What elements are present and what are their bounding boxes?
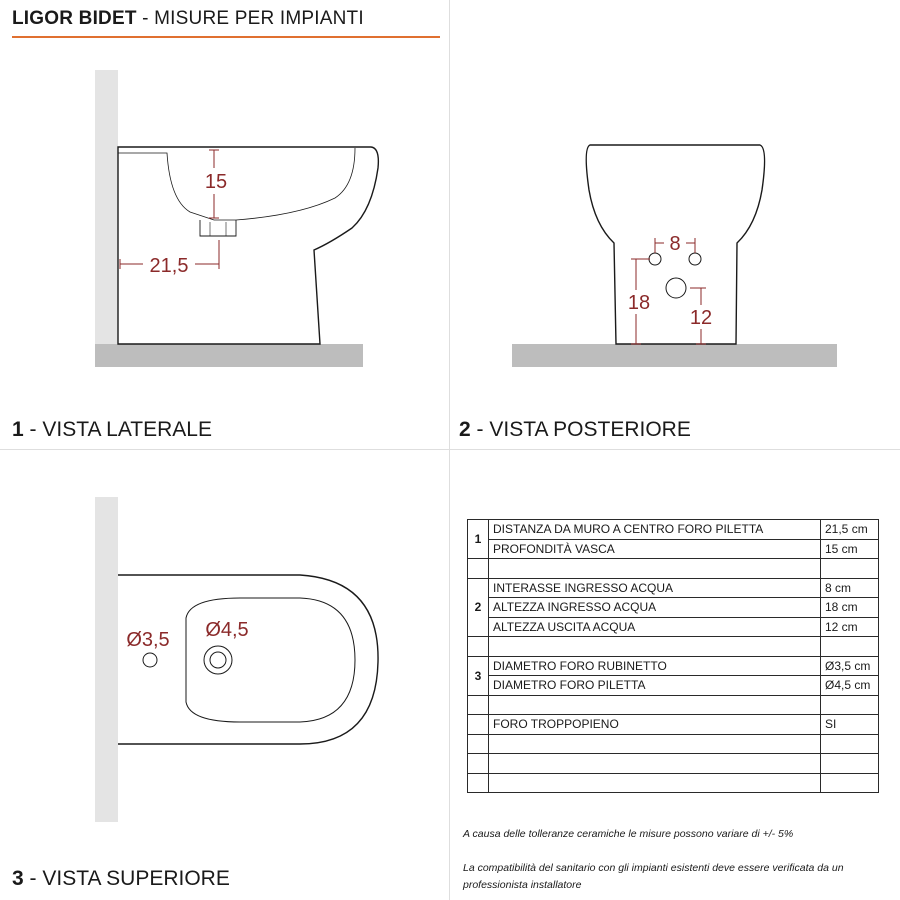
table-row [468,598,879,618]
table-row [468,617,879,637]
title-separator: - [136,8,155,29]
row-value: SI [821,715,879,735]
row-value: 8 cm [821,578,879,598]
row-value: 15 cm [821,539,879,559]
spacer-row [468,695,879,715]
group-number: 1 [468,520,489,559]
row-value: Ø4,5 cm [821,676,879,696]
row-description: ALTEZZA USCITA ACQUA [489,617,821,637]
table-row [468,676,879,696]
inlet-spacing-label: 8 [669,233,681,255]
row-description: DISTANZA DA MURO A CENTRO FORO PILETTA [489,520,821,540]
wall-distance-label: 21,5 [149,255,189,277]
measurements-table [467,519,879,793]
row-value: Ø3,5 cm [821,656,879,676]
row-value: 18 cm [821,598,879,618]
compatibility-note: La compatibilità del sanitario con gli impianti esistenti deve essere verificata da un professionista installatore [463,862,844,891]
group-number [468,715,489,735]
page-subtitle: MISURE PER IMPIANTI [154,8,364,29]
depth-label: 15 [204,171,228,193]
row-description: DIAMETRO FORO RUBINETTO [489,656,821,676]
row-description: PROFONDITÀ VASCA [489,539,821,559]
group-number: 3 [468,656,489,695]
view-2-caption: 2 - VISTA POSTERIORE [459,418,691,441]
spacer-row [468,754,879,774]
inlet-height-label: 18 [627,292,651,314]
row-value: 21,5 cm [821,520,879,540]
spacer-row [468,734,879,754]
tap-hole-label: Ø3,5 [126,629,170,651]
wall [95,497,118,822]
table-row [468,520,879,540]
outlet-height-label: 12 [689,307,713,329]
table-row [468,656,879,676]
row-value: 12 cm [821,617,879,637]
table-row [468,539,879,559]
spacer-row [468,559,879,579]
group-number: 2 [468,578,489,637]
row-description: DIAMETRO FORO PILETTA [489,676,821,696]
drain-hole-inner [210,652,226,668]
table-row [468,578,879,598]
spacer-row [468,773,879,793]
row-description: INTERASSE INGRESSO ACQUA [489,578,821,598]
spacer-row [468,637,879,657]
row-description: FORO TROPPOPIENO [489,715,821,735]
view-1-caption: 1 - VISTA LATERALE [12,418,212,441]
tap-hole [143,653,157,667]
row-description: ALTEZZA INGRESSO ACQUA [489,598,821,618]
view-3-caption: 3 - VISTA SUPERIORE [12,867,230,890]
table-row [468,715,879,735]
product-name: LIGOR BIDET [12,8,137,29]
tolerance-note: A causa delle tolleranze ceramiche le misure possono variare di +/- 5% [463,828,794,840]
drain-hole-label: Ø4,5 [205,619,249,641]
